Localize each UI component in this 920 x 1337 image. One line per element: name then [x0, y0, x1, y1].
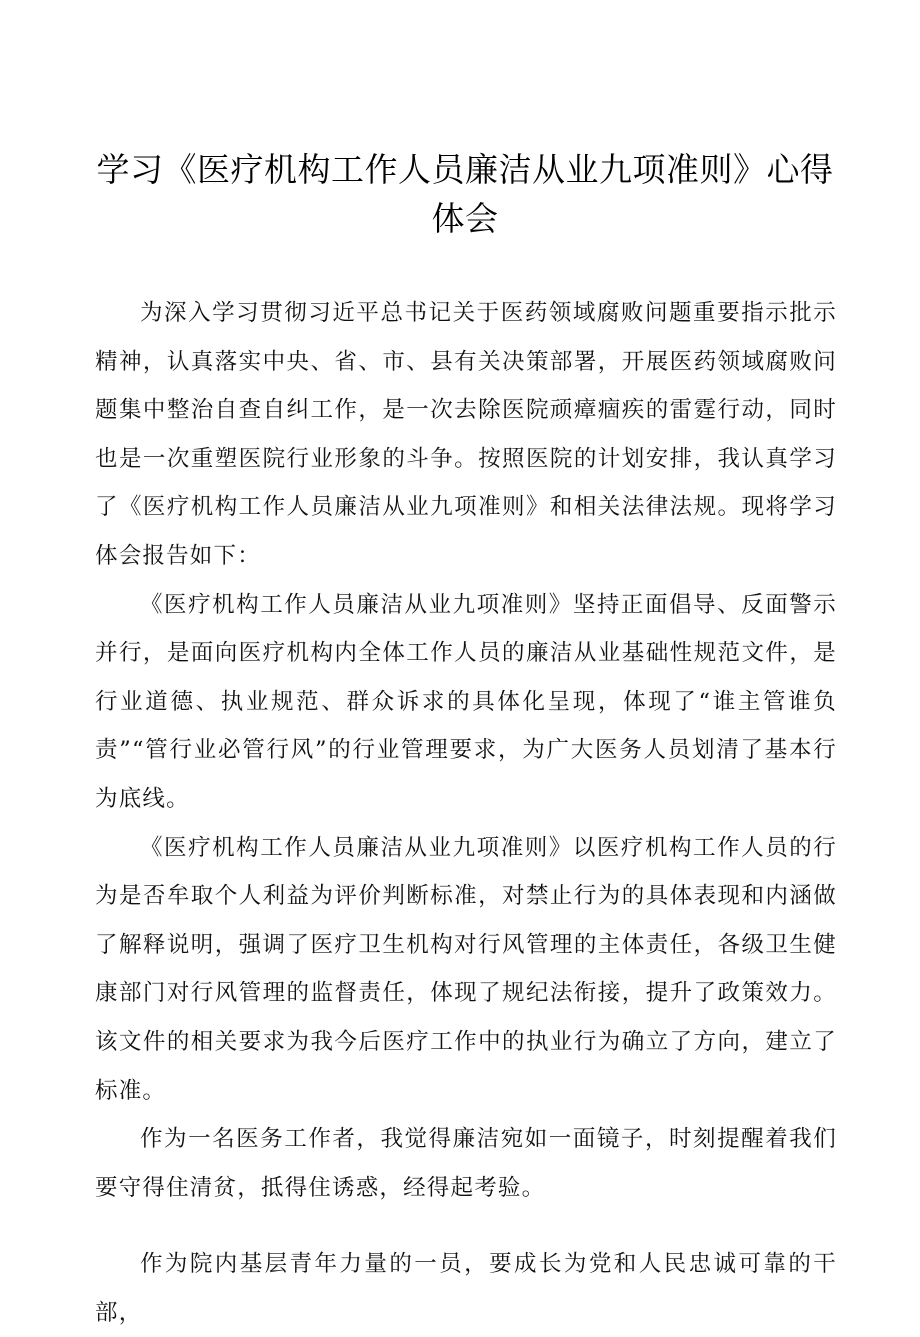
paragraph-intro: 为深入学习贯彻习近平总书记关于医药领域腐败问题重要指示批示精神，认真落实中央、省、市、县有关决策部署，开展医药领域腐败问题集中整治自查自纠工作，是一次去除医院顽瘴痼疾的雷霆行动，同时也是一次重塑医院行业形象的斗争。按照医院的计划安排，我认真学习了《医疗机构工作人员廉洁从业九项准则》和相关法律法规。现将学习体会报告如下：: [95, 300, 837, 569]
paragraph-spacer: [95, 1212, 837, 1240]
paragraph-integrity-mirror: 作为一名医务工作者，我觉得廉洁宛如一面镜子，时刻提醒着我们要守得住清贫，抵得住诱惑，经得起考验。: [95, 1126, 837, 1201]
paragraph-guidelines-overview: 《医疗机构工作人员廉洁从业九项准则》坚持正面倡导、反面警示并行，是面向医疗机构内全体工作人员的廉洁从业基础性规范文件，是行业道德、执业规范、群众诉求的具体化呈现，体现了“谁主管谁负责”“管行业必管行风”的行业管理要求，为广大医务人员划清了基本行为底线。: [95, 591, 837, 812]
paragraph-youth-cadre: 作为院内基层青年力量的一员，要成长为党和人民忠诚可靠的干部，: [95, 1251, 837, 1326]
document-title: 学习《医疗机构工作人员廉洁从业九项准则》心得体会: [96, 150, 834, 238]
paragraph-guidelines-standards: 《医疗机构工作人员廉洁从业九项准则》以医疗机构工作人员的行为是否牟取个人利益为评价判断标准，对禁止行为的具体表现和内涵做了解释说明，强调了医疗卫生机构对行风管理的主体责任，各级卫生健康部门对行风管理的监督责任，体现了规纪法衔接，提升了政策效力。该文件的相关要求为我今后医疗工作中的执业行为确立了方向，建立了标准。: [95, 834, 837, 1104]
document-body: [95, 289, 837, 1337]
